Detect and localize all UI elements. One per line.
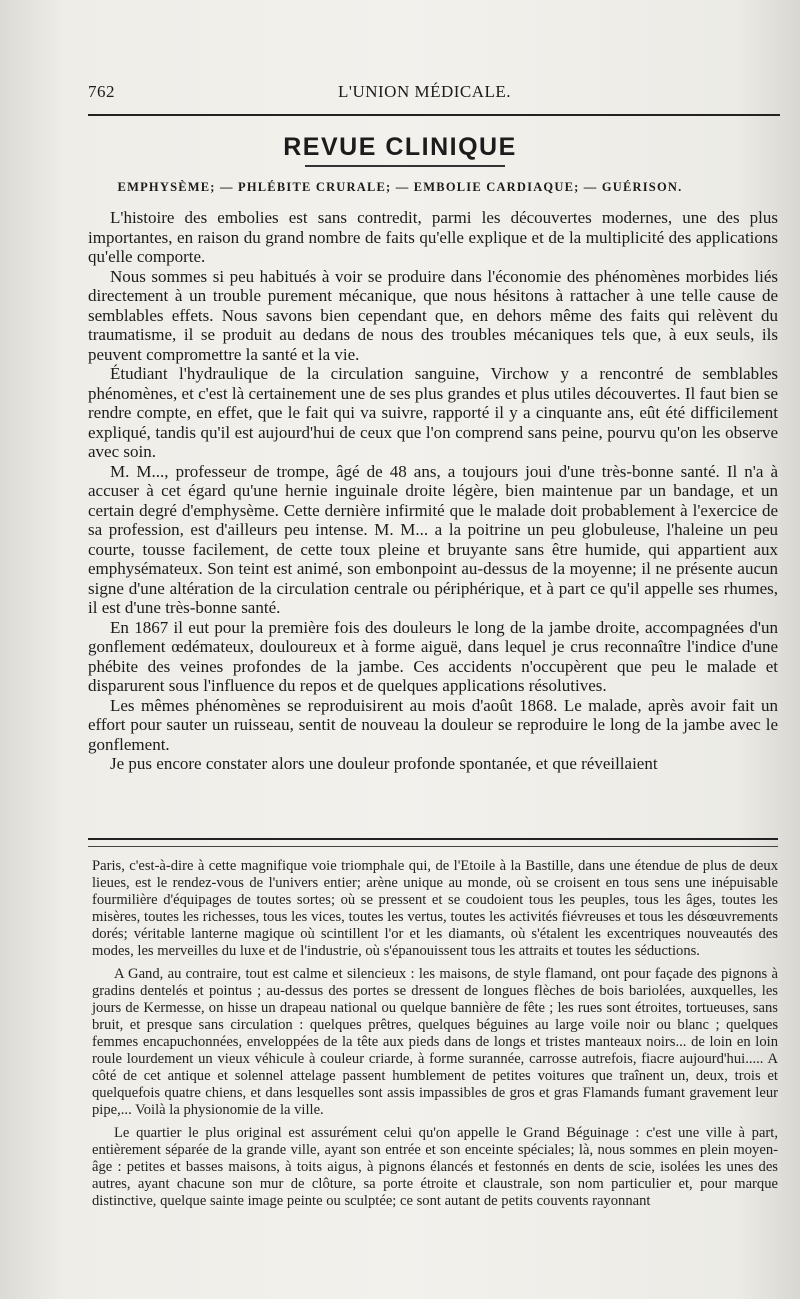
article-body (88, 208, 778, 774)
article-paragraph: Je pus encore constater alors une douleur profonde spontanée, et que réveillaient (110, 754, 658, 773)
article-paragraph: M. M..., professeur de trompe, âgé de 48 ans, a toujours joui d'une très-bonne santé. Il n'a à accuser à cet égard qu'une hernie inguinale droite légère, bien maintenue par un bandage, et un certain degré d'emphysème. Cette dernière infirmité que le malade doit probablement à l'exercice de sa profession, est d'ailleurs peu intense. M. M... a la poitrine un peu globuleuse, l'haleine un peu courte, tousse facilement, de cette toux pleine et bruyante sans être humide, qui appartient aux emphysémateux. Son teint est animé, son embonpoint au-dessus de la moyenne; il ne présente aucun signe d'une altération de la circulation centrale ou périphérique, et à part ce qu'il appelle ses rhumes, il est d'une très-bonne santé. (88, 461, 778, 617)
feuilleton-paragraph: Le quartier le plus original est assurément celui qu'on appelle le Grand Béguinage : c'est une ville à part, entièrement séparée de la grande ville, ayant son entrée et son enceinte spéciales; là, nous sommes en plein moyen-âge : petites et basses maisons, à toits aigus, à pignons élancés et festonnés en dents de scie, isolées les unes des autres, ayant chacune son mur de clôture, sa porte étroite et claustrale, son nom particulier et, pour marque distinctive, quelque sainte image peinte ou sculptée; ce sont autant de petits couvents rayonnant (92, 1125, 778, 1209)
article-paragraph: Nous sommes si peu habitués à voir se produire dans l'économie des phénomènes morbides liés directement à un trouble purement mécanique, que nous hésitons à rattacher à une telle cause de semblables effets. Nous savons bien cependant que, en dehors même des faits qui relèvent du traumatisme, il se produit au dedans de nous des troubles mécaniques tels que, à eux seuls, ils peuvent compromettre la santé et la vie. (88, 266, 778, 364)
article-paragraph: Les mêmes phénomènes se reproduisirent au mois d'août 1868. Le malade, après avoir fait un effort pour sauter un ruisseau, sentit de nouveau la douleur se reproduire le long de la jambe avec le gonflement. (88, 695, 778, 754)
article-paragraph: Étudiant l'hydraulique de la circulation sanguine, Virchow y a rencontré de semblables phénomènes, et c'est là certainement une de ses plus grandes et plus utiles découvertes. Il faut bien se rendre compte, en effet, que le fait qui va suivre, rapporté il y a cinquante ans, eût été difficilement expliqué, tandis qu'il est aujourd'hui de ceux que l'on comprend sans peine, pourvu qu'on les observe avec soin. (88, 364, 778, 461)
article-paragraph: En 1867 il eut pour la première fois des douleurs le long de la jambe droite, accompagnées d'un gonflement œdémateux, douloureux et à forme aiguë, dans lequel je crus reconnaître l'indice d'une phébite des veines profondes de la jambe. Ces accidents n'occupèrent que peu le malade et disparurent sous l'influence du repos et de quelques applications résolutives. (88, 617, 778, 695)
article-subtitle: EMPHYSÈME; — PHLÉBITE CRURALE; — EMBOLIE CARDIAQUE; — GUÉRISON. (117, 180, 683, 194)
feuilleton-divider (88, 838, 778, 847)
journal-title: L'UNION MÉDICALE. (338, 82, 512, 101)
feuilleton-body (92, 858, 778, 1210)
running-head (88, 82, 778, 106)
feuilleton-paragraph: Paris, c'est-à-dire à cette magnifique voie triomphale qui, de l'Etoile à la Bastille, dans une étendue de plus de deux lieues, est le rendez-vous de l'univers entier; arène unique au monde, où se croisent en tous sens une inépuisable fourmilière d'équipages de toutes sortes; où se pressent et se coudoient tous les peuples, tous les âges, toutes les misères, toutes les richesses, tous les vices, toutes les vertus, toutes les activités fiévreuses et tous les désœuvrements dorés; véritable lanterne magique où scintillent l'or et les diamants, où s'étalent les excentriques nouveautés des modes, les merveilles du luxe et de l'industrie, où s'épanouissent tous les attraits et toutes les séductions. (92, 858, 778, 959)
section-title: REVUE CLINIQUE (283, 133, 517, 161)
header-rule (88, 114, 780, 116)
page-number: 762 (88, 82, 115, 101)
article-paragraph: L'histoire des embolies est sans contredit, parmi les découvertes modernes, une des plus importantes, en raison du grand nombre de faits qu'elle explique et de la multiplicité des applications qu'elle comporte. (88, 208, 778, 266)
feuilleton-paragraph: A Gand, au contraire, tout est calme et silencieux : les maisons, de style flamand, ont pour façade des pignons à gradins dentelés et pointus ; au-dessus des portes se dressent de longues flèches de bois bariolées, auxquelles, les jours de Kermesse, on hisse un drapeau national ou quelque bannière de fête ; les rues sont étroites, tortueuses, sans bruit, et presque sans circulation : quelques prêtres, quelques béguines au large voile noir ou blanc ; quelques femmes encapuchonnées, enveloppées de la tête aux pieds dans de longs et tristes manteaux noirs... de loin en loin roule lourdement un vieux véhicule à couleur criarde, à forme surannée, carrosse autrefois, fiacre aujourd'hui..... A côté de cet antique et solennel attelage passent humblement de petites voitures que traînent un, deux, trois et quelquefois quatre chiens, et dans lesquelles sont assis impassibles de gros et gras Flamands fumant gravement leur pipe,... Voilà la physionomie de la ville. (92, 966, 778, 1118)
title-rule (305, 165, 505, 167)
